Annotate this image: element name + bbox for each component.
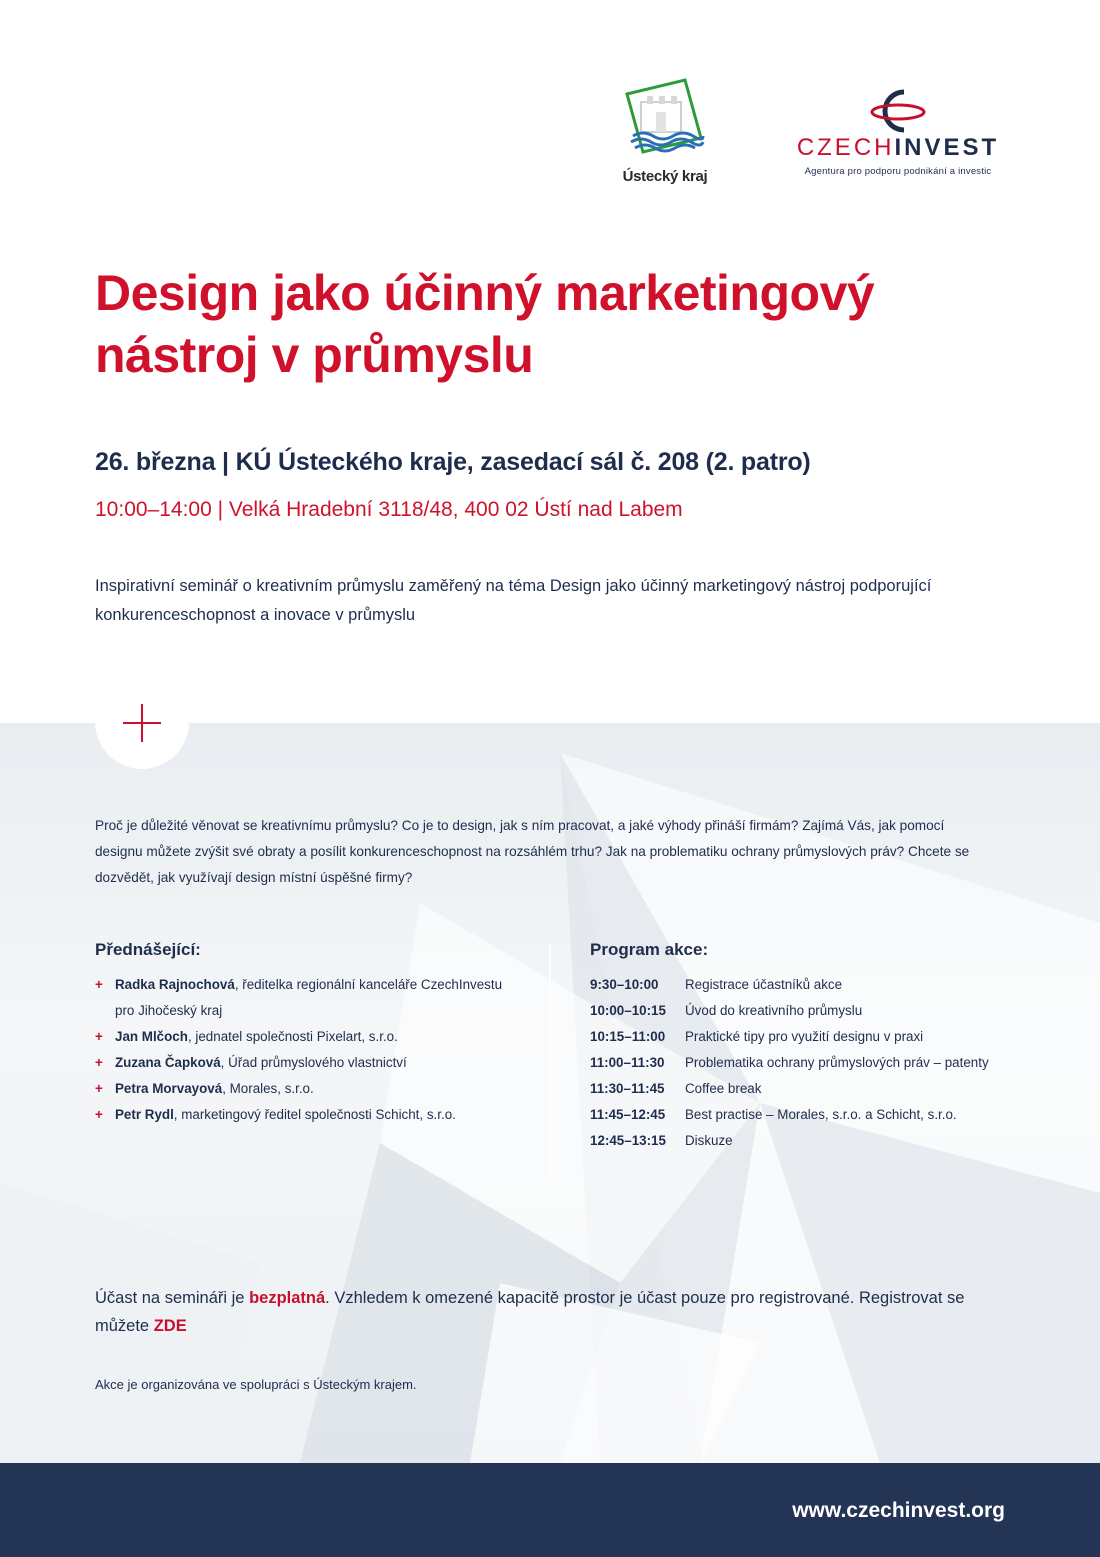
table-row: [590, 1128, 1030, 1154]
program-item: Úvod do kreativního průmyslu: [685, 1003, 863, 1018]
kraj-name: Ústecký kraj: [622, 168, 708, 185]
speaker-name: Jan Mlčoch: [115, 1029, 188, 1044]
registration-text: [95, 1284, 1015, 1340]
event-time-address: 10:00–14:00 | Velká Hradební 3118/48, 400 02 Ústí nad Labem: [95, 498, 683, 521]
program-item: Coffee break: [685, 1081, 762, 1096]
program-time: 10:15–11:00: [590, 1029, 666, 1044]
table-row: [590, 1102, 1030, 1128]
register-link[interactable]: ZDE: [153, 1317, 187, 1335]
speaker-role: , jednatel společnosti Pixelart, s.r.o.: [187, 1029, 398, 1044]
event-date-place: 26. března | KÚ Ústeckého kraje, zasedací sál č. 208 (2. patro): [95, 448, 811, 476]
why-text: Proč je důležité věnovat se kreativnímu průmyslu? Co je to design, jak s ním pracovat, a jaké výhody přináší firmám? Zajímá Vás, jak pomocí designu můžete zvýšit své obraty a posílit konkurenceschopnost na rozsáhlém trhu? Jak na problematiku ochrany průmyslových práv? Chcete se dozvědět, jak využívají design místní úspěšné firmy?: [95, 818, 970, 885]
table-row: [590, 998, 1030, 1024]
czechinvest-tagline: Agentura pro podporu podnikání a investic: [804, 166, 992, 177]
program-item: Registrace účastníků akce: [685, 977, 843, 992]
program-item: Best practise – Morales, s.r.o. a Schicht, s.r.o.: [685, 1107, 957, 1122]
website-link[interactable]: www.czechinvest.org: [792, 1499, 1005, 1522]
speaker-name: Petra Morvayová: [115, 1081, 223, 1096]
wordmark-czech: CZECH: [796, 134, 895, 161]
speaker-name: Radka Rajnochová: [115, 977, 235, 992]
wordmark-invest: INVEST: [894, 134, 1000, 161]
table-row: [590, 1076, 1030, 1102]
list-item: [95, 1102, 525, 1128]
program-heading: Program akce:: [590, 940, 709, 959]
list-item: [95, 1076, 525, 1102]
program-time: 11:45–12:45: [590, 1107, 666, 1122]
ustecky-kraj-logo: [620, 78, 710, 185]
program-time: 12:45–13:15: [590, 1133, 666, 1148]
logo-bar: [620, 78, 1008, 185]
program-item: Problematika ochrany průmyslových práv – patenty: [685, 1055, 989, 1070]
speaker-name: Petr Rydl: [115, 1107, 174, 1122]
cta-part2: . Vzhledem k omezené kapacitě prostor je účast pouze pro registrované. Registrovat se můžete: [95, 1289, 965, 1335]
intro-text: Inspirativní seminář o kreativním průmyslu zaměřený na téma Design jako účinný marketingový nástroj podporující konkurenceschopnost a inovace v průmyslu: [95, 577, 932, 624]
column-divider: [549, 944, 551, 1180]
list-item: [95, 972, 525, 1024]
czechinvest-logo: [788, 88, 1008, 185]
program-item: Diskuze: [685, 1133, 733, 1148]
speaker-role: , marketingový ředitel společnosti Schicht, s.r.o.: [173, 1107, 456, 1122]
free-label: bezplatná: [249, 1289, 326, 1307]
czechinvest-wordmark: [797, 134, 999, 162]
speaker-role: , Úřad průmyslového vlastnictví: [220, 1055, 407, 1070]
castle-emblem-icon: [623, 78, 707, 158]
program-time: 11:00–11:30: [590, 1055, 665, 1070]
program-time: 10:00–10:15: [590, 1003, 666, 1018]
page-title: Design jako účinný marketingový nástroj v průmyslu: [95, 265, 875, 383]
speaker-name: Zuzana Čapková: [115, 1055, 221, 1070]
program-item: Praktické tipy pro využití designu v praxi: [685, 1029, 924, 1044]
speaker-role: , ředitelka regionální kanceláře CzechInvestu pro Jihočeský kraj: [115, 977, 503, 1018]
table-row: [590, 972, 1030, 998]
organizer-note: Akce je organizována ve spolupráci s Ústeckým krajem.: [95, 1377, 417, 1392]
list-item: [95, 1024, 525, 1050]
plus-icon: [123, 704, 161, 742]
cta-part1: Účast na semináři je: [95, 1289, 250, 1307]
speakers-heading: Přednášející:: [95, 940, 201, 959]
program-list: [590, 972, 1030, 1154]
program-time: 11:30–11:45: [590, 1081, 665, 1096]
list-item: [95, 1050, 525, 1076]
speakers-list: [95, 972, 525, 1128]
table-row: [590, 1050, 1030, 1076]
speaker-role: , Morales, s.r.o.: [222, 1081, 314, 1096]
footer: [0, 1463, 1100, 1557]
program-time: 9:30–10:00: [590, 977, 659, 992]
table-row: [590, 1024, 1030, 1050]
czechinvest-emblem-icon: [868, 88, 928, 134]
